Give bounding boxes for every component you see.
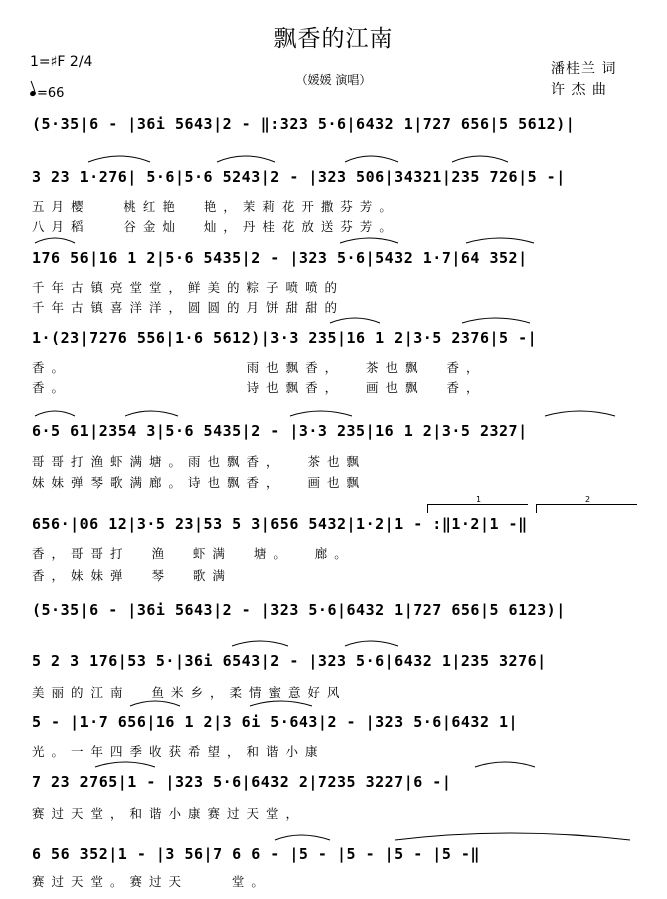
lyric-row: 八月稻 谷金灿 灿，丹桂花放送芬芳。 xyxy=(32,219,399,234)
notation-row-1: (5·35|6 - |36i 5643|2 - ‖:323 5·6|6432 1|727 656|5 5612)| xyxy=(32,115,576,133)
lyric-row: 美丽的江南 鱼米乡，柔情蜜意好风 xyxy=(32,685,347,700)
lyric-row: 千年古镇亮堂堂，鲜美的粽子喷喷的 xyxy=(32,280,345,295)
lyric-row: 香。 诗也飘香， 画也飘 香， xyxy=(32,380,486,395)
lyric-row: 妹妹弹琴歌满廊。诗也飘香， 画也飘 xyxy=(32,475,366,490)
notation-row-9: 5 - |1·7 656|16 1 2|3 6i 5·643|2 - |323 5·6|6432 1| xyxy=(32,713,519,731)
notation-row-6: 656·|06 12|3·5 23|53 5 3|656 5432|1·2|1 - :‖1·2|1 -‖ xyxy=(32,515,528,533)
notation-row-7: (5·35|6 - |36i 5643|2 - |323 5·6|6432 1|727 656|5 6123)| xyxy=(32,601,566,619)
lyric-row: 香，妹妹弹 琴 歌满 xyxy=(32,568,232,583)
lyric-row: 赛过天堂。赛过天 堂。 xyxy=(32,874,271,889)
lyricist-credit: 潘桂兰 词 xyxy=(551,61,617,77)
second-ending-bracket: 2 xyxy=(536,504,637,513)
notation-row-8: 5 2 3 176|53 5·|36i 6543|2 - |323 5·6|6432 1|235 3276| xyxy=(32,652,547,670)
lyric-row: 五月樱 桃红艳 艳，茉莉花开撒芬芳。 xyxy=(32,199,399,214)
key-signature: 1=♯F 2/4 xyxy=(30,54,93,70)
lyric-row: 千年古镇喜洋洋，圆圆的月饼甜甜的 xyxy=(32,300,345,315)
notation-row-5: 6·5 61|2354 3|5·6 5435|2 - |3·3 235|16 1 2|3·5 2327| xyxy=(32,422,528,440)
tempo-marking: =66 xyxy=(30,86,64,101)
lyric-row: 香。 雨也飘香， 茶也飘 香， xyxy=(32,360,486,375)
notation-row-4: 1·(23|7276 556|1·6 5612)|3·3 235|16 1 2|3·5 2376|5 -| xyxy=(32,329,538,347)
lyric-row: 哥哥打渔虾满塘。雨也飘香， 茶也飘 xyxy=(32,454,366,469)
notation-row-11: 6 56 352|1 - |3 56|7 6 6 - |5 - |5 - |5 - |5 -‖ xyxy=(32,845,480,863)
first-ending-bracket: 1 xyxy=(427,504,528,513)
lyric-row: 赛过天堂，和谐小康赛过天堂， xyxy=(32,806,306,821)
lyric-row: 光。一年四季收获希望，和谐小康 xyxy=(32,744,325,759)
notation-row-3: 176 56|16 1 2|5·6 5435|2 - |323 5·6|5432 1·7|64 352| xyxy=(32,249,528,267)
composer-credit: 许 杰 曲 xyxy=(551,82,607,98)
lyric-row: 香，哥哥打 渔 虾满 塘。 廊。 xyxy=(32,546,354,561)
notation-row-2: 3 23 1·276| 5·6|5·6 5243|2 - |323 506|34321|235 726|5 -| xyxy=(32,168,566,186)
performer-credit: （媛媛 演唱） xyxy=(295,73,372,87)
song-title: 飘香的江南 xyxy=(273,26,394,52)
notation-row-10: 7 23 2765|1 - |323 5·6|6432 2|7235 3227|6 -| xyxy=(32,773,452,791)
